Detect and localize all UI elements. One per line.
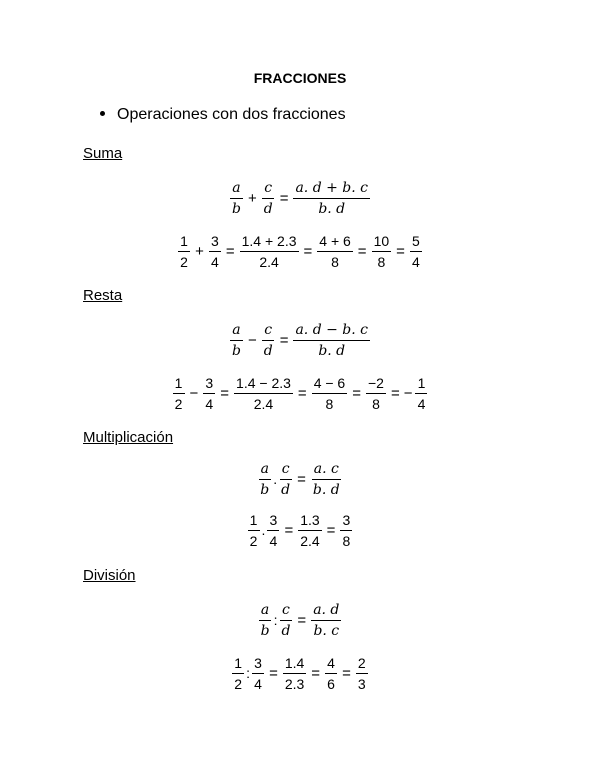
denominator: d: [263, 342, 273, 359]
formula-multiplicacion-general: [0, 457, 600, 501]
numerator: 1.4: [283, 656, 306, 674]
denominator: 2: [249, 532, 258, 549]
numerator: c: [280, 603, 292, 621]
fraction: [410, 234, 422, 269]
equals-sign: =: [303, 242, 313, 260]
denominator: b. c: [313, 622, 340, 639]
fraction: [283, 656, 306, 691]
equals-sign: =: [357, 242, 367, 260]
operator: −: [247, 331, 257, 349]
numerator: 1.3: [298, 513, 321, 531]
numerator: a. c: [312, 462, 341, 480]
denominator: 4: [269, 532, 278, 549]
numerator: a: [259, 603, 271, 621]
fraction: [279, 462, 292, 497]
fraction: [298, 513, 321, 548]
denominator: 8: [325, 395, 334, 412]
operator: .: [261, 522, 266, 538]
denominator: 2: [174, 395, 183, 412]
denominator: 8: [331, 253, 339, 270]
denominator: b: [231, 200, 241, 217]
fraction: [230, 323, 243, 358]
equals-sign: =: [284, 521, 294, 539]
fraction: [312, 376, 348, 411]
fraction: [259, 603, 272, 638]
equals-sign: =: [220, 384, 230, 402]
fraction: [234, 376, 293, 411]
numerator: a. d: [311, 603, 341, 621]
equals-sign: =: [326, 521, 336, 539]
fraction: [248, 513, 260, 548]
fraction: [279, 603, 292, 638]
fraction: [325, 656, 337, 691]
fraction: [258, 462, 271, 497]
fraction: [262, 181, 275, 216]
fraction: [415, 376, 427, 411]
formula-resta-general: [0, 318, 600, 362]
page-title: FRACCIONES: [253, 70, 347, 86]
numerator: 3: [203, 376, 215, 394]
denominator: 2.4: [300, 532, 320, 549]
numerator: 3: [252, 656, 264, 674]
numerator: 1: [232, 656, 244, 674]
fraction: [232, 656, 244, 691]
bullet-text: Operaciones con dos fracciones: [117, 106, 346, 123]
denominator: 6: [327, 675, 335, 692]
operator: :: [273, 612, 278, 628]
equals-sign: =: [352, 384, 361, 402]
numerator: 3: [340, 513, 352, 531]
fraction: [267, 513, 279, 548]
numerator: 1.4 − 2.3: [234, 376, 293, 394]
numerator: 3: [209, 234, 221, 252]
denominator: b: [231, 342, 241, 359]
numerator: 4 − 6: [312, 376, 348, 394]
numerator: a: [230, 323, 242, 341]
fraction: [372, 234, 392, 269]
numerator: 1: [173, 376, 185, 394]
fraction: [209, 234, 221, 269]
numerator: 1: [178, 234, 190, 252]
numerator: 10: [372, 234, 392, 252]
numerator: a. d − b. c: [293, 323, 370, 341]
denominator: d: [281, 481, 291, 498]
numerator: a: [259, 462, 271, 480]
fraction: [173, 376, 185, 411]
denominator: 2.3: [284, 675, 305, 692]
numerator: c: [280, 462, 292, 480]
numerator: a. d + b. c: [293, 181, 370, 199]
fraction: [311, 462, 342, 497]
fraction: [366, 376, 386, 411]
denominator: d: [263, 200, 273, 217]
denominator: b. d: [312, 481, 340, 498]
equals-sign: =: [396, 242, 405, 260]
numerator: 3: [267, 513, 279, 531]
equals-sign: =: [279, 331, 289, 349]
equals-sign: =: [297, 384, 307, 402]
denominator: 3: [357, 675, 366, 692]
formula-multiplicacion-example: [0, 508, 600, 552]
fraction: [317, 234, 353, 269]
equals-sign: =: [269, 664, 278, 682]
equals-sign: =: [297, 470, 306, 488]
equals-sign: =: [279, 189, 289, 207]
fraction: [293, 323, 370, 358]
denominator: d: [281, 622, 291, 639]
denominator: 2.4: [259, 253, 279, 270]
denominator: 4: [412, 253, 420, 270]
numerator: 4: [325, 656, 337, 674]
minus-sign: −: [403, 384, 413, 402]
denominator: 4: [205, 395, 214, 412]
operator: .: [273, 471, 278, 487]
numerator: −2: [366, 376, 386, 394]
bullet-dot-icon: [100, 111, 105, 116]
numerator: 1: [415, 376, 427, 394]
denominator: 2.4: [253, 395, 274, 412]
denominator: 2: [234, 675, 243, 692]
numerator: 5: [410, 234, 422, 252]
fraction: [340, 513, 352, 548]
numerator: c: [262, 181, 274, 199]
denominator: 4: [417, 395, 426, 412]
formula-division-general: [0, 598, 600, 642]
numerator: 1: [248, 513, 260, 531]
fraction: [203, 376, 215, 411]
section-heading-suma: Suma: [83, 145, 123, 162]
numerator: c: [262, 323, 274, 341]
equals-sign: =: [390, 384, 400, 402]
fraction: [178, 234, 190, 269]
section-heading-resta: Resta: [83, 287, 123, 304]
operator: :: [246, 665, 251, 681]
fraction: [311, 603, 341, 638]
bullet-item: [100, 106, 346, 124]
operator: −: [189, 384, 199, 402]
denominator: 4: [210, 253, 219, 270]
fraction: [293, 181, 370, 216]
equals-sign: =: [225, 242, 235, 260]
section-heading-division: División: [83, 567, 136, 584]
denominator: b: [260, 481, 270, 498]
denominator: 2: [180, 253, 188, 270]
fraction: [240, 234, 299, 269]
denominator: 8: [342, 532, 351, 549]
formula-division-example: [0, 651, 600, 695]
formula-suma-example: [0, 229, 600, 273]
denominator: 8: [377, 253, 386, 270]
operator: +: [195, 242, 204, 260]
denominator: 8: [372, 395, 380, 412]
equals-sign: =: [311, 664, 321, 682]
fraction: [252, 656, 264, 691]
section-heading-multiplicacion: Multiplicación: [83, 429, 174, 446]
equals-sign: =: [297, 611, 307, 629]
denominator: 4: [254, 675, 262, 692]
fraction: [356, 656, 368, 691]
fraction: [230, 181, 243, 216]
formula-resta-example: [0, 371, 600, 415]
numerator: 2: [356, 656, 368, 674]
denominator: b. d: [318, 342, 346, 359]
denominator: b. d: [318, 200, 346, 217]
operator: +: [247, 189, 257, 207]
fraction: [262, 323, 275, 358]
denominator: b: [260, 622, 270, 639]
numerator: a: [230, 181, 242, 199]
equals-sign: =: [342, 664, 351, 682]
numerator: 1.4 + 2.3: [240, 234, 299, 252]
numerator: 4 + 6: [317, 234, 353, 252]
formula-suma-general: [0, 176, 600, 220]
